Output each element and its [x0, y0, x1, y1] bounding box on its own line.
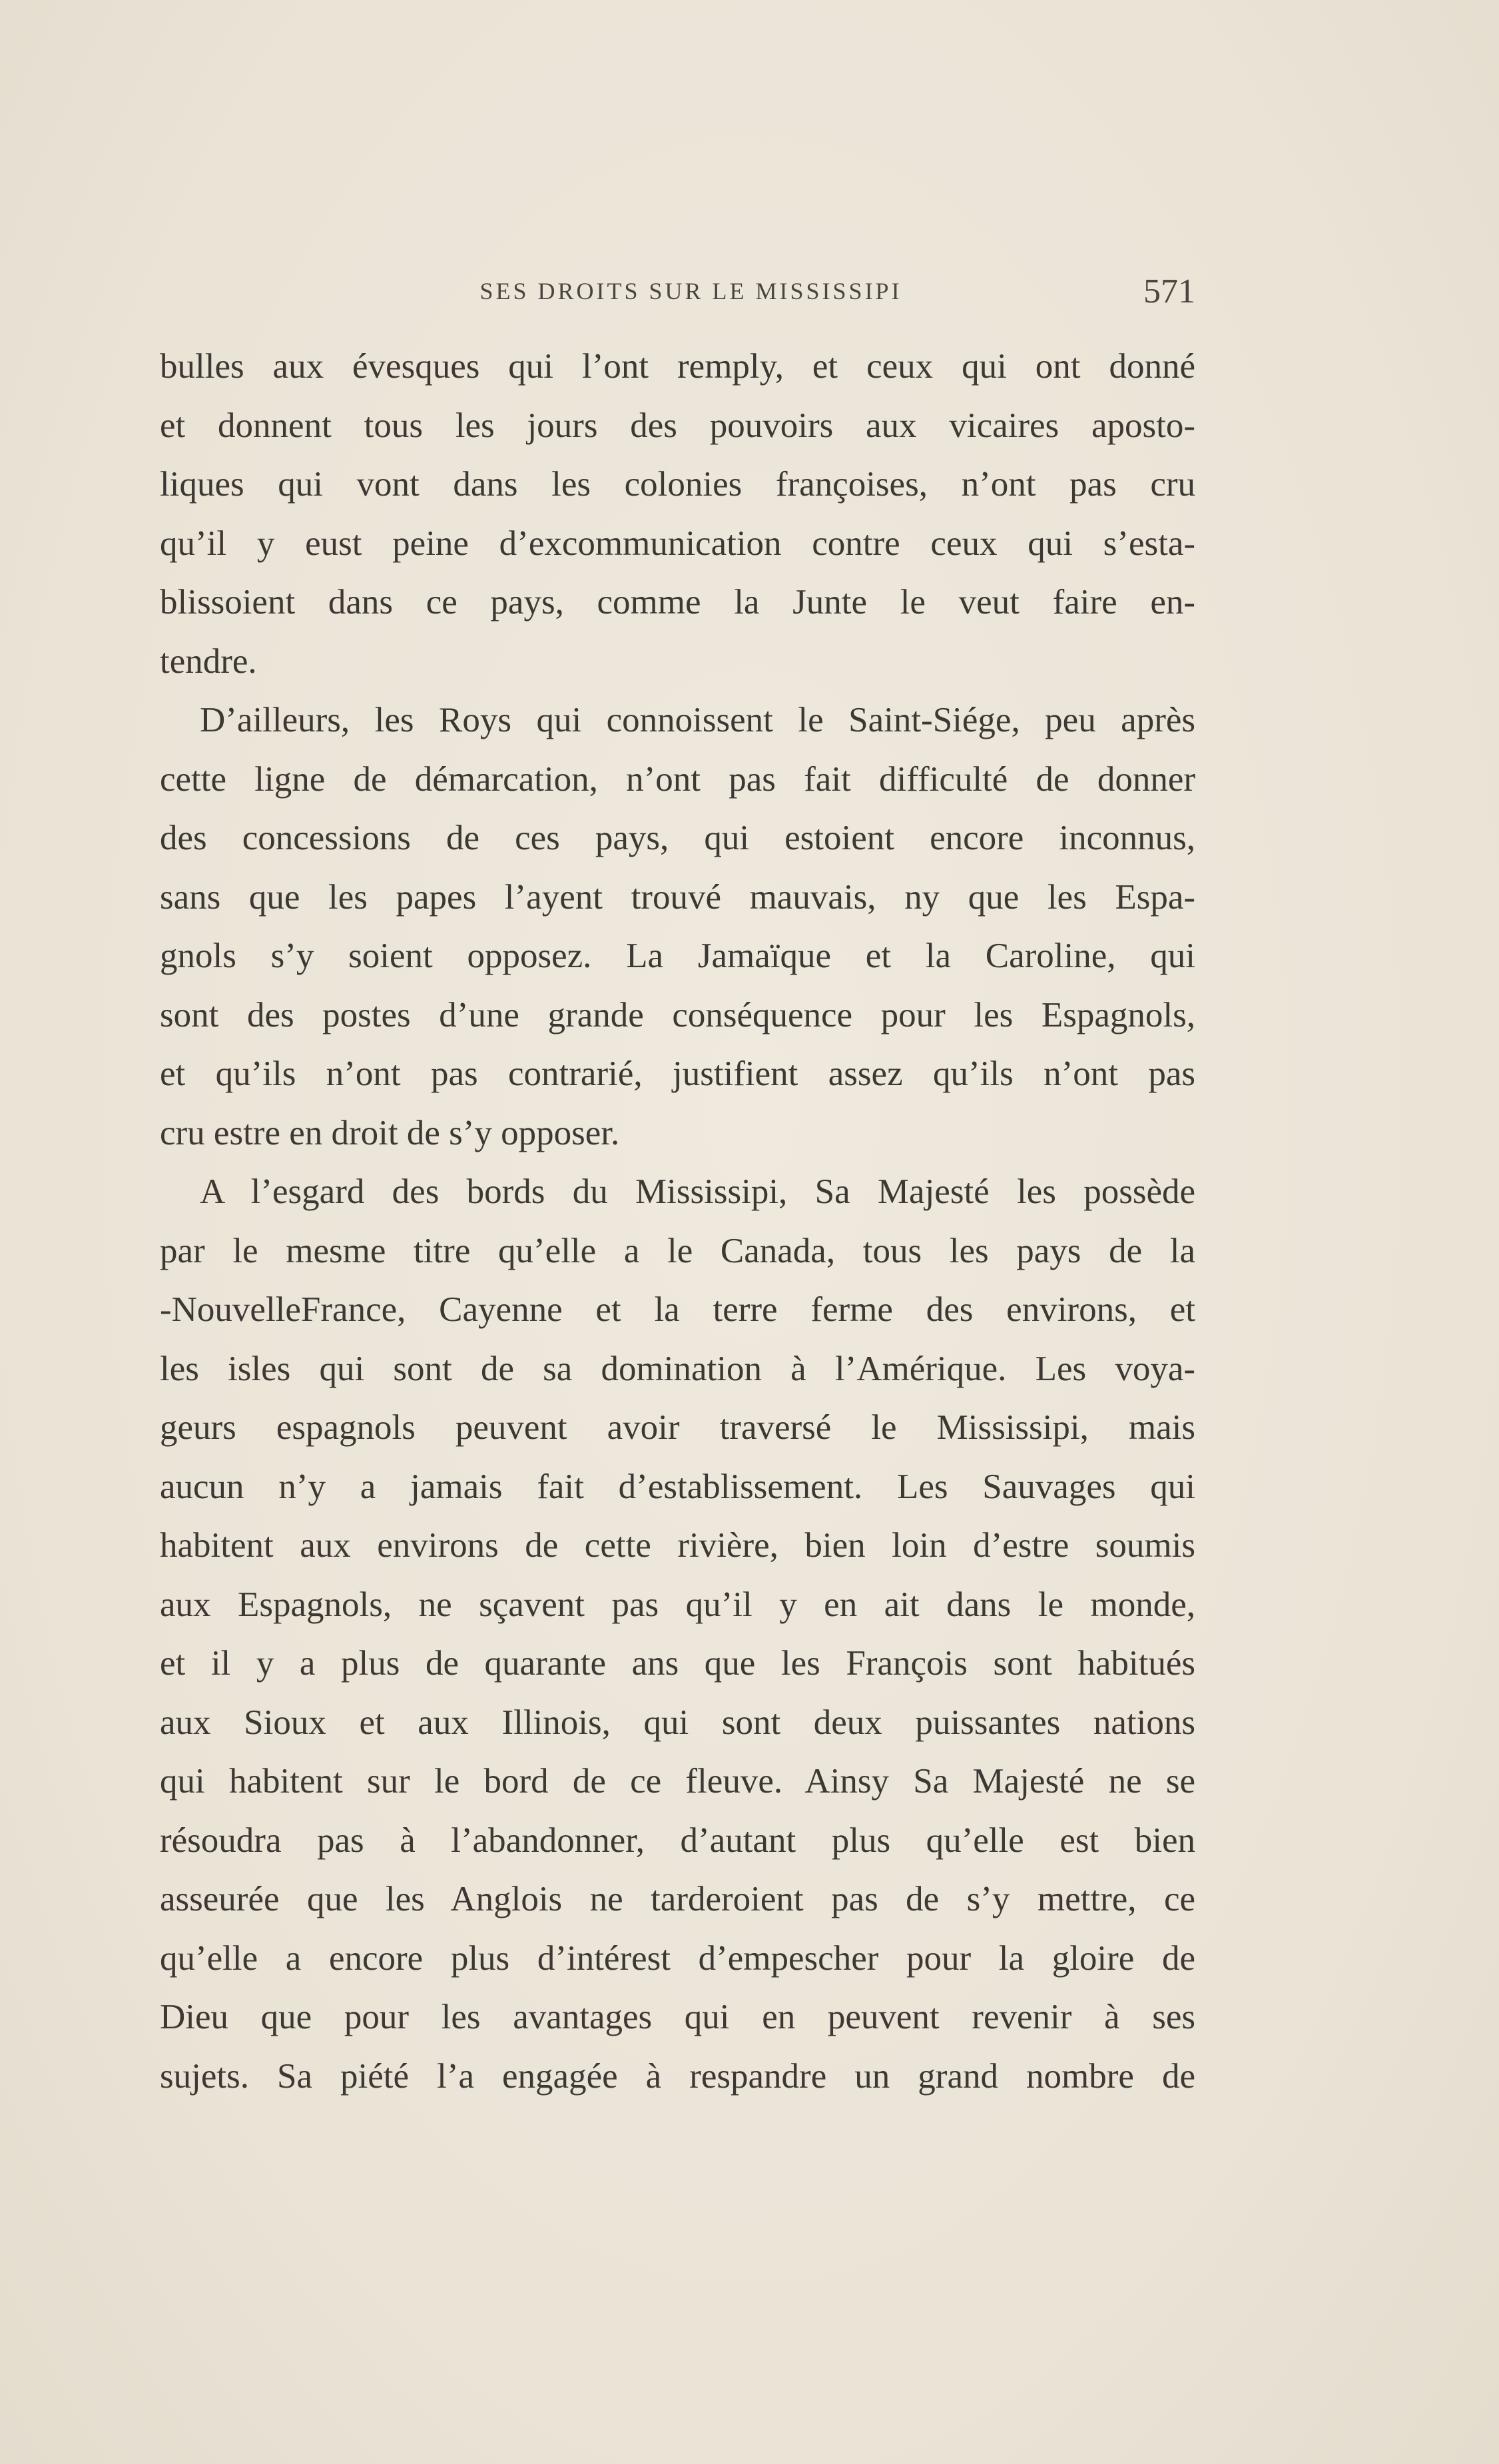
text-line: et il y a plus de quarante ans que les François sont habitués	[160, 1644, 1195, 1683]
text-line: cette ligne de démarcation, n’ont pas fait difficulté de donner	[160, 759, 1195, 799]
text-line: par le mesme titre qu’elle a le Canada, tous les pays de la	[160, 1231, 1195, 1270]
text-line: aux Sioux et aux Illinois, qui sont deux puissantes nations	[160, 1703, 1195, 1742]
text-line: résoudra pas à l’abandonner, d’autant plus qu’elle est bien	[160, 1821, 1195, 1860]
page-number: 571	[1143, 272, 1195, 310]
text-line: blissoient dans ce pays, comme la Junte le veut faire en-	[160, 583, 1195, 621]
text-body	[160, 337, 1195, 2106]
text-line: les isles qui sont de sa domination à l’Amérique. Les voya-	[160, 1349, 1195, 1388]
text-line: sans que les papes l’ayent trouvé mauvais, ny que les Espa-	[160, 877, 1195, 917]
running-head	[160, 272, 1222, 312]
text-line: -NouvelleFrance, Cayenne et la terre ferme des environs, et	[160, 1290, 1195, 1329]
text-line: aux Espagnols, ne sçavent pas qu’il y en ait dans le monde,	[160, 1585, 1195, 1624]
text-line: des concessions de ces pays, qui estoient encore inconnus,	[160, 819, 1195, 857]
text-line: sont des postes d’une grande conséquence pour les Espagnols,	[160, 995, 1195, 1034]
text-line: Dieu que pour les avantages qui en peuvent revenir à ses	[160, 1998, 1195, 2036]
text-line: bulles aux évesques qui l’ont remply, et ceux qui ont donné	[160, 347, 1195, 386]
running-title: SES DROITS SUR LE MISSISSIPI	[479, 278, 902, 304]
text-line: qu’elle a encore plus d’intérest d’empescher pour la gloire de	[160, 1938, 1195, 1978]
text-line: qui habitent sur le bord de ce fleuve. Ainsy Sa Majesté ne se	[160, 1762, 1195, 1801]
text-line: D’ailleurs, les Roys qui connoissent le Saint-Siége, peu après	[200, 701, 1195, 739]
text-line: et qu’ils n’ont pas contrarié, justifient assez qu’ils n’ont pas	[160, 1054, 1195, 1093]
text-line: aucun n’y a jamais fait d’establissement. Les Sauvages qui	[160, 1467, 1195, 1506]
text-line: sujets. Sa piété l’a engagée à respandre un grand nombre de	[160, 2056, 1195, 2096]
text-line: cru estre en droit de s’y opposer.	[160, 1113, 620, 1152]
text-line: geurs espagnols peuvent avoir traversé le Mississipi, mais	[160, 1408, 1195, 1447]
text-line: habitent aux environs de cette rivière, bien loin d’estre soumis	[160, 1526, 1195, 1565]
text-line: asseurée que les Anglois ne tarderoient pas de s’y mettre, ce	[160, 1880, 1195, 1918]
text-line: et donnent tous les jours des pouvoirs aux vicaires aposto-	[160, 406, 1195, 445]
text-line: liques qui vont dans les colonies françoises, n’ont pas cru	[160, 465, 1195, 504]
text-line: tendre.	[160, 641, 257, 681]
text-line: gnols s’y soient opposez. La Jamaïque et la Caroline, qui	[160, 937, 1195, 975]
text-line: qu’il y eust peine d’excommunication contre ceux qui s’esta-	[160, 524, 1195, 563]
text-line: A l’esgard des bords du Mississipi, Sa Majesté les possède	[200, 1172, 1195, 1211]
